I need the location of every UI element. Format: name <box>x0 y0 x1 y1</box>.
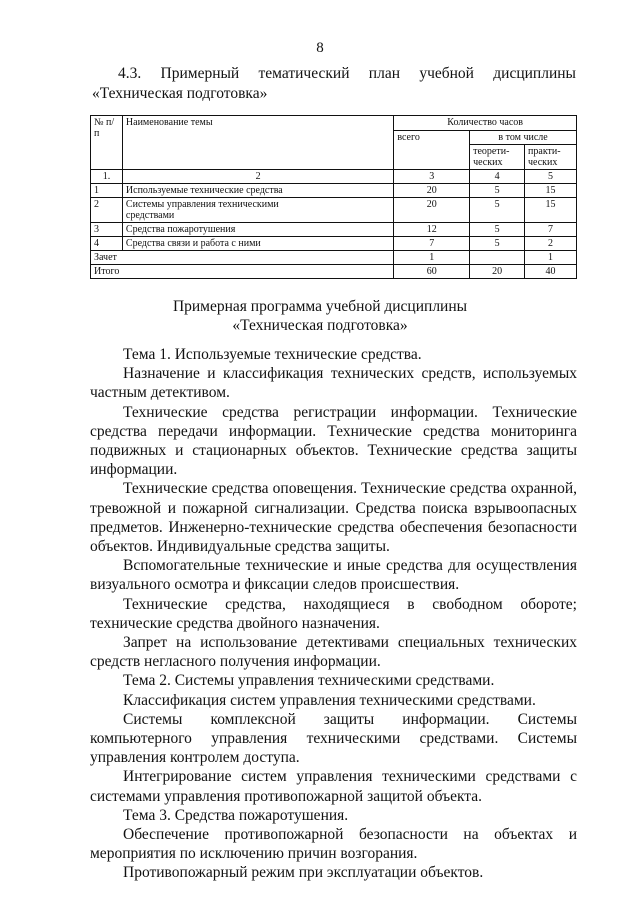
itogo-total: 60 <box>394 265 470 279</box>
column-number: 4 <box>470 170 525 184</box>
table-row <box>91 223 577 237</box>
zachet-row <box>91 251 577 265</box>
row-theory: 5 <box>470 223 525 237</box>
row-theory: 5 <box>470 198 525 223</box>
paragraph: Противопожарный режим при эксплуатации объектов. <box>123 864 484 882</box>
heading-word: учебной <box>419 65 474 82</box>
program-title-line2: «Техническая подготовка» <box>232 317 408 334</box>
row-name: Средства связи и работа с ними <box>122 237 393 251</box>
heading-word: дисциплины <box>493 65 576 82</box>
header-total: всего <box>394 131 470 170</box>
row-name: Средства пожаротушения <box>122 223 393 237</box>
topic-heading: Тема 2. Системы управления техническими средствами. <box>123 672 495 690</box>
table-row <box>91 198 577 223</box>
paragraph: Технические средства оповещения. Технические средства охранной, тревожной и пожарной сигнализации. Средства поиска взрывоопасных предметов. Инженерно-технические средства обеспечения безопасности объектов. Индивидуальные средства защиты. <box>90 480 577 556</box>
paragraph: Запрет на использование детективами специальных технических средств негласного получения информации. <box>90 634 577 671</box>
row-practice: 2 <box>525 237 577 251</box>
row-num: 4 <box>91 237 123 251</box>
row-num: 2 <box>91 198 123 223</box>
page-number: 8 <box>316 40 324 56</box>
header-hours: Количество часов <box>394 116 577 131</box>
row-total: 20 <box>394 198 470 223</box>
zachet-label: Зачет <box>91 251 394 265</box>
itogo-practice: 40 <box>525 265 577 279</box>
table-row <box>91 184 577 198</box>
paragraph: Системы комплексной защиты информации. Системы компьютерного управления техническими средствами. Системы управления контролем доступа. <box>90 710 577 767</box>
paragraph: Вспомогательные технические и иные средства для осуществления визуального осмотра и фиксации следов происшествия. <box>90 557 577 594</box>
header-theory: теорети-ческих <box>470 145 525 170</box>
paragraph: Технические средства регистрации информации. Технические средства передачи информации. Технические средства мониторинга подвижных и стационарных объектов. Технические средства защиты информации. <box>90 403 577 479</box>
header-num: № п/п <box>91 116 123 170</box>
program-body <box>90 345 577 883</box>
column-numbers-row <box>91 170 577 184</box>
row-theory: 5 <box>470 184 525 198</box>
program-title-line1: Примерная программа учебной дисциплины <box>172 298 468 315</box>
heading-word: план <box>368 65 401 82</box>
header-including: в том числе <box>470 131 577 145</box>
itogo-label: Итого <box>91 265 394 279</box>
row-total: 7 <box>394 237 470 251</box>
column-number: 2 <box>122 170 393 184</box>
row-name: Используемые технические средства <box>122 184 393 198</box>
paragraph: Интегрирование систем управления техническими средствами с системами управления противопожарной защитой объекта. <box>90 768 577 805</box>
row-num: 1 <box>91 184 123 198</box>
row-theory: 5 <box>470 237 525 251</box>
row-total: 20 <box>394 184 470 198</box>
row-total: 12 <box>394 223 470 237</box>
heading-word: Примерный <box>160 65 240 82</box>
header-name: Наименование темы <box>122 116 393 170</box>
row-practice: 15 <box>525 184 577 198</box>
paragraph: Назначение и классификация технических средств, используемых частным детективом. <box>90 365 577 402</box>
row-name: Системы управления техническими средствами <box>122 198 393 223</box>
header-practice: практи-ческих <box>525 145 577 170</box>
row-practice: 15 <box>525 198 577 223</box>
zachet-total: 1 <box>394 251 470 265</box>
column-number: 3 <box>394 170 470 184</box>
column-number: 1. <box>91 170 123 184</box>
itogo-theory: 20 <box>470 265 525 279</box>
topic-heading: Тема 1. Используемые технические средства. <box>123 346 422 363</box>
program-title <box>0 297 640 335</box>
zachet-theory <box>470 251 525 265</box>
paragraph: Классификация систем управления техническими средствами. <box>123 691 536 709</box>
section-heading <box>92 64 576 104</box>
row-practice: 7 <box>525 223 577 237</box>
paragraph: Обеспечение противопожарной безопасности на объектах и мероприятия по исключению причин возгорания. <box>90 826 577 863</box>
thematic-plan-table <box>90 115 577 279</box>
section-heading-line1 <box>92 64 576 84</box>
row-num: 3 <box>91 223 123 237</box>
heading-word: тематический <box>258 65 350 82</box>
paragraph: Технические средства, находящиеся в свободном обороте; технические средства двойного назначения. <box>90 595 577 632</box>
table-row <box>91 237 577 251</box>
zachet-practice: 1 <box>525 251 577 265</box>
topic-heading: Тема 3. Средства пожаротушения. <box>123 806 349 824</box>
section-heading-line2: «Техническая подготовка» <box>92 85 268 102</box>
itogo-row <box>91 265 577 279</box>
heading-word: 4.3. <box>118 65 142 82</box>
column-number: 5 <box>525 170 577 184</box>
